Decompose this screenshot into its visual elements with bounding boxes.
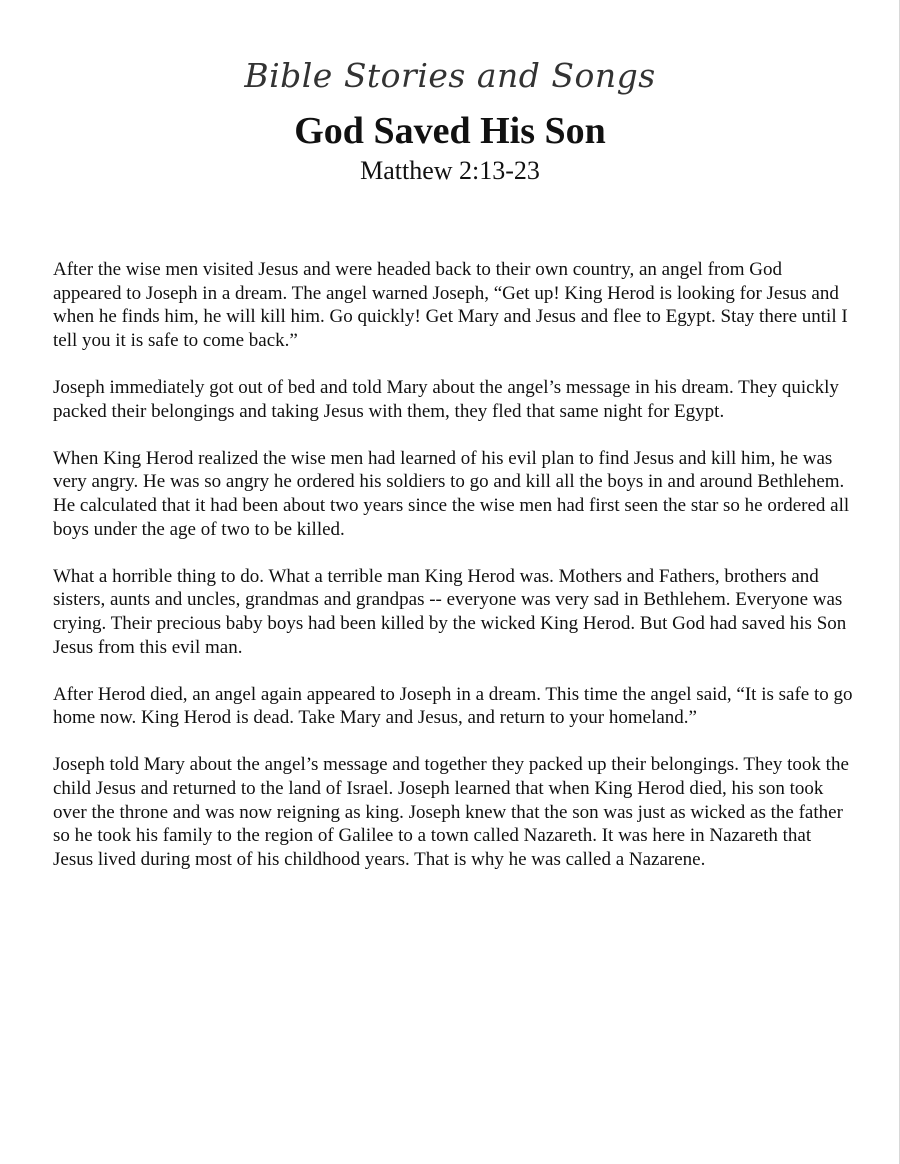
series-title: Bible Stories and Songs [244, 56, 656, 95]
paragraph: After the wise men visited Jesus and were headed back to their own country, an angel from God appeared to Joseph in a dream. The angel warned Joseph, “Get up! King Herod is looking for Jesus and when he finds him, he will kill him. Go quickly! Get Mary and Jesus and flee to Egypt. Stay there until I tell you it is safe to come back.” [53, 259, 848, 351]
paragraph: When King Herod realized the wise men had learned of his evil plan to find Jesus and kill him, he was very angry. He was so angry he ordered his soldiers to go and kill all the boys in and around Bethlehem. He calculated that it had been about two years since the wise men had first seen the star so he ordered all boys under the age of two to be killed. [53, 447, 850, 540]
paragraph: Joseph told Mary about the angel’s message and together they packed up their belongings. They took the child Jesus and returned to the land of Israel. Joseph learned that when King Herod died, his son took over the throne and was now reigning as king. Joseph knew that the son was just as wicked as the father so he took his family to the region of Galilee to a town called Nazareth. It was here in Nazareth that Jesus lived during most of his childhood years. That is why he was called a Nazarene. [53, 754, 849, 870]
paragraph: Joseph immediately got out of bed and told Mary about the angel’s message in his dream. They quickly packed their belongings and taking Jesus with them, they fled that same night for Egypt. [53, 376, 839, 422]
paragraph: After Herod died, an angel again appeared to Joseph in a dream. This time the angel said, “It is safe to go home now. King Herod is dead. Take Mary and Jesus, and return to your homeland.” [53, 683, 853, 729]
story-body [53, 258, 853, 895]
story-title: God Saved His Son [294, 110, 606, 152]
paragraph: What a horrible thing to do. What a terrible man King Herod was. Mothers and Fathers, brothers and sisters, aunts and uncles, grandmas and grandpas -- everyone was very sad in Bethlehem. Everyone was crying. Their precious baby boys had been killed by the wicked King Herod. But God had saved his Son Jesus from this evil man. [53, 565, 847, 658]
scripture-reference: Matthew 2:13-23 [360, 156, 540, 185]
